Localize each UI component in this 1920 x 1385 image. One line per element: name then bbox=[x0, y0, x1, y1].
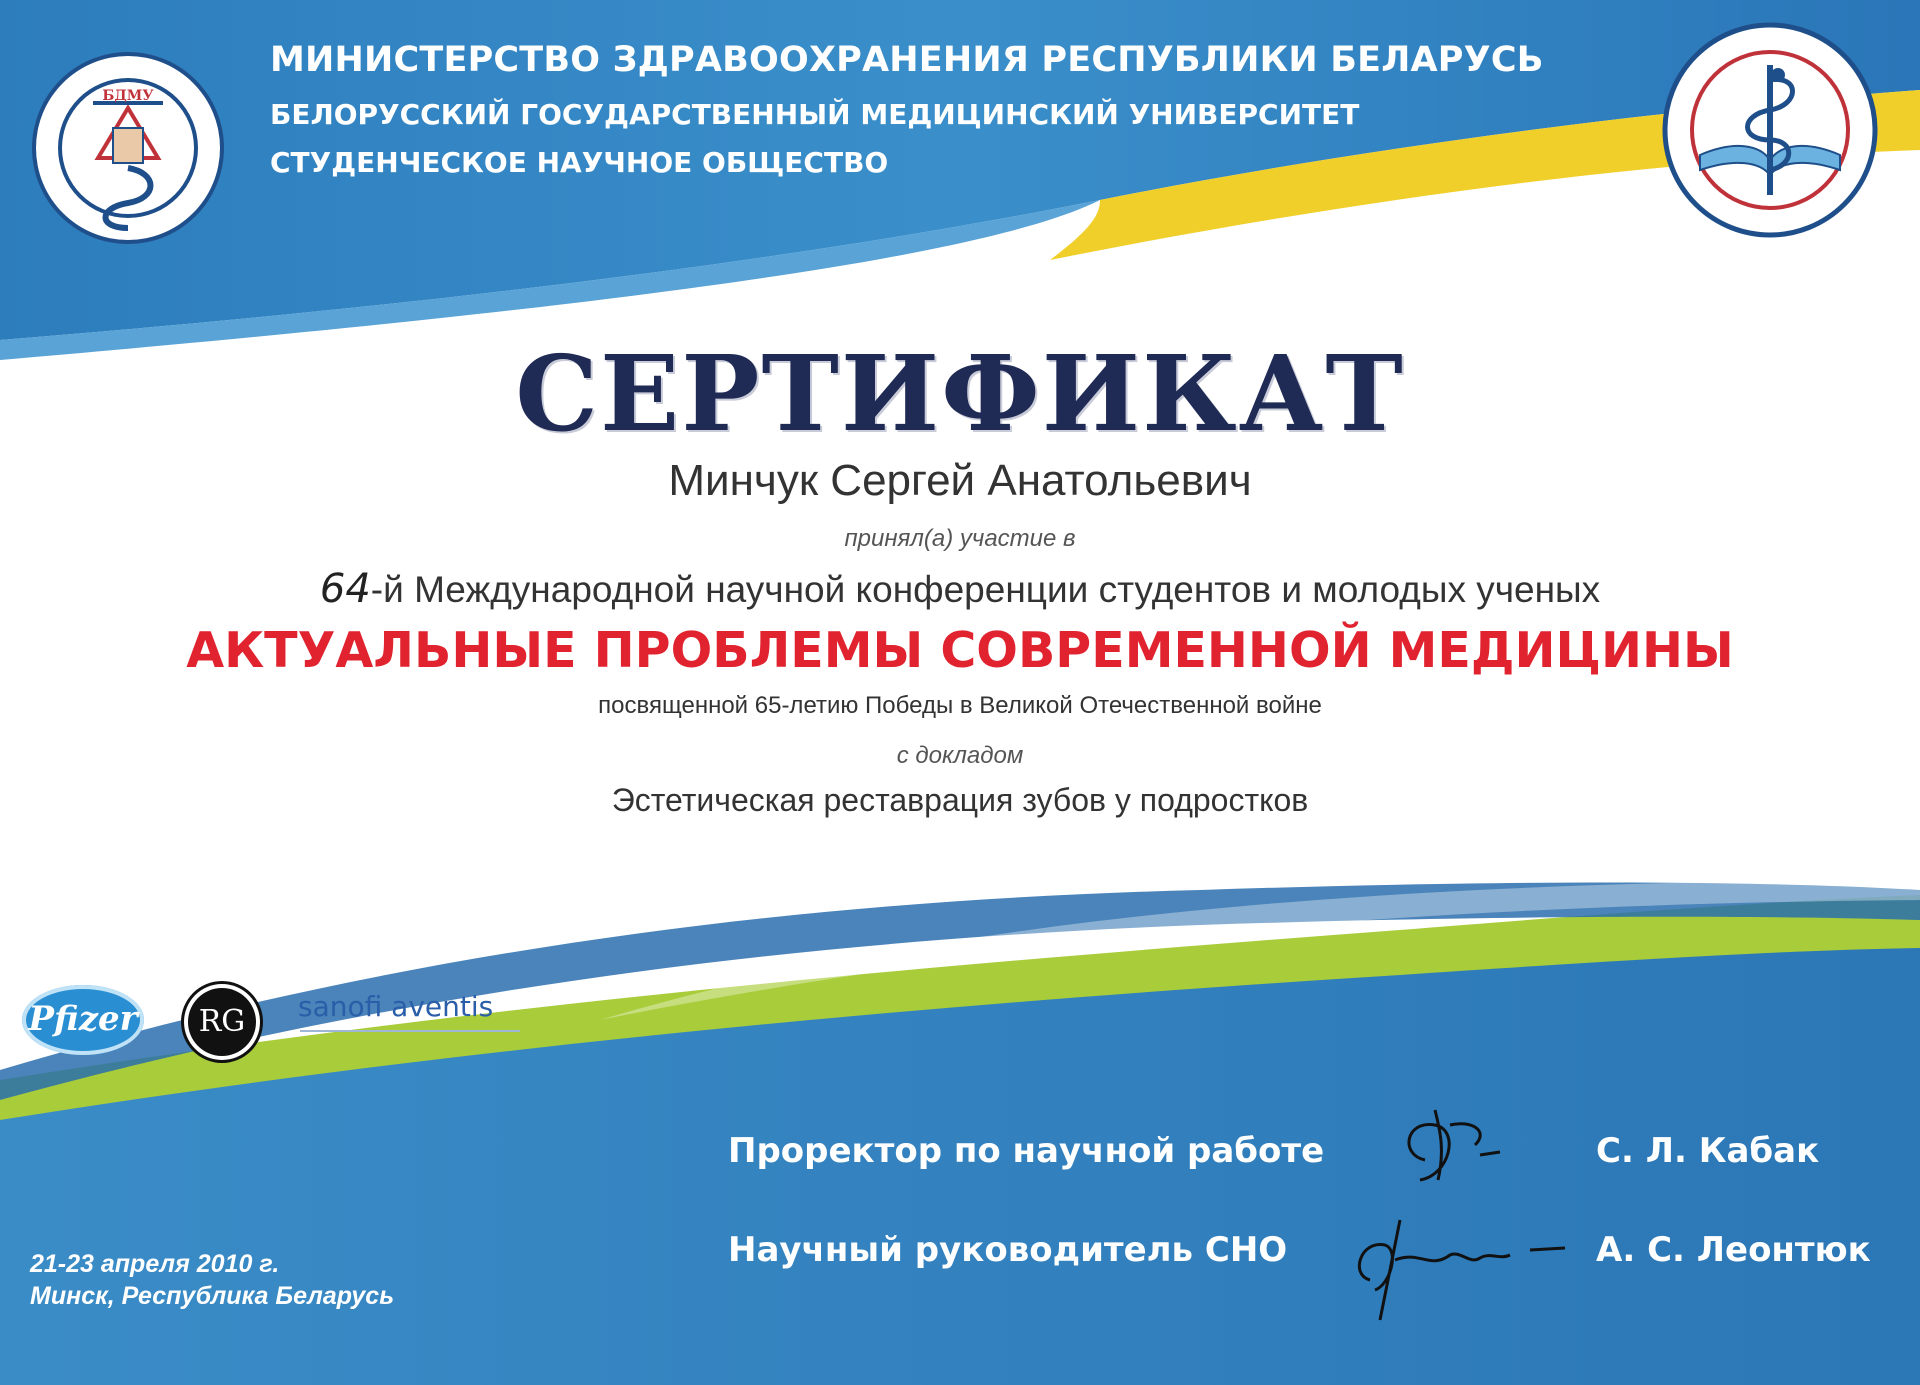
conference-line bbox=[0, 566, 1920, 612]
student-society-emblem bbox=[1660, 20, 1880, 240]
event-dates: 21-23 апреля 2010 г. bbox=[30, 1250, 280, 1278]
pfizer-logo bbox=[22, 985, 144, 1055]
rg-logo-text: RG bbox=[198, 1004, 246, 1039]
conference-title: АКТУАЛЬНЫЕ ПРОБЛЕМЫ СОВРЕМЕННОЙ МЕДИЦИНЫ bbox=[186, 622, 1734, 679]
rg-logo bbox=[184, 984, 260, 1060]
conference-number: 64 bbox=[319, 566, 371, 612]
university-title: БЕЛОРУССКИЙ ГОСУДАРСТВЕННЫЙ МЕДИЦИНСКИЙ УНИВЕРСИТЕТ bbox=[270, 98, 1360, 131]
participation-text: принял(а) участие в bbox=[844, 525, 1076, 552]
university-emblem bbox=[28, 48, 228, 248]
society-title: СТУДЕНЧЕСКОЕ НАУЧНОЕ ОБЩЕСТВО bbox=[270, 146, 889, 179]
conference-text: -й Международной научной конференции студентов и молодых ученых bbox=[370, 569, 1601, 610]
signer-1-role: Проректор по научной работе bbox=[728, 1131, 1325, 1171]
sanofi-underline bbox=[300, 1030, 520, 1032]
with-report-text: с докладом bbox=[896, 742, 1024, 769]
signer-1-name: С. Л. Кабак bbox=[1596, 1131, 1820, 1171]
ministry-title: МИНИСТЕРСТВО ЗДРАВООХРАНЕНИЯ РЕСПУБЛИКИ БЕЛАРУСЬ bbox=[270, 40, 1544, 80]
signature-2 bbox=[1340, 1200, 1580, 1330]
certificate-title: СЕРТИФИКАТ bbox=[515, 332, 1405, 455]
dedication-text: посвященной 65-летию Победы в Великой Отечественной войне bbox=[598, 692, 1322, 719]
signer-2-name: А. С. Леонтюк bbox=[1596, 1230, 1871, 1270]
pfizer-logo-text: Pfizer bbox=[28, 999, 138, 1039]
sanofi-logo: sanofi aventis bbox=[298, 990, 494, 1023]
event-place: Минск, Республика Беларусь bbox=[30, 1282, 395, 1310]
signer-2-role: Научный руководитель СНО bbox=[728, 1230, 1288, 1270]
report-topic: Эстетическая реставрация зубов у подростков bbox=[611, 782, 1309, 818]
signature-1 bbox=[1380, 1100, 1530, 1200]
emblem-abbr: БДМУ bbox=[102, 88, 154, 104]
recipient-name: Минчук Сергей Анатольевич bbox=[668, 456, 1252, 505]
